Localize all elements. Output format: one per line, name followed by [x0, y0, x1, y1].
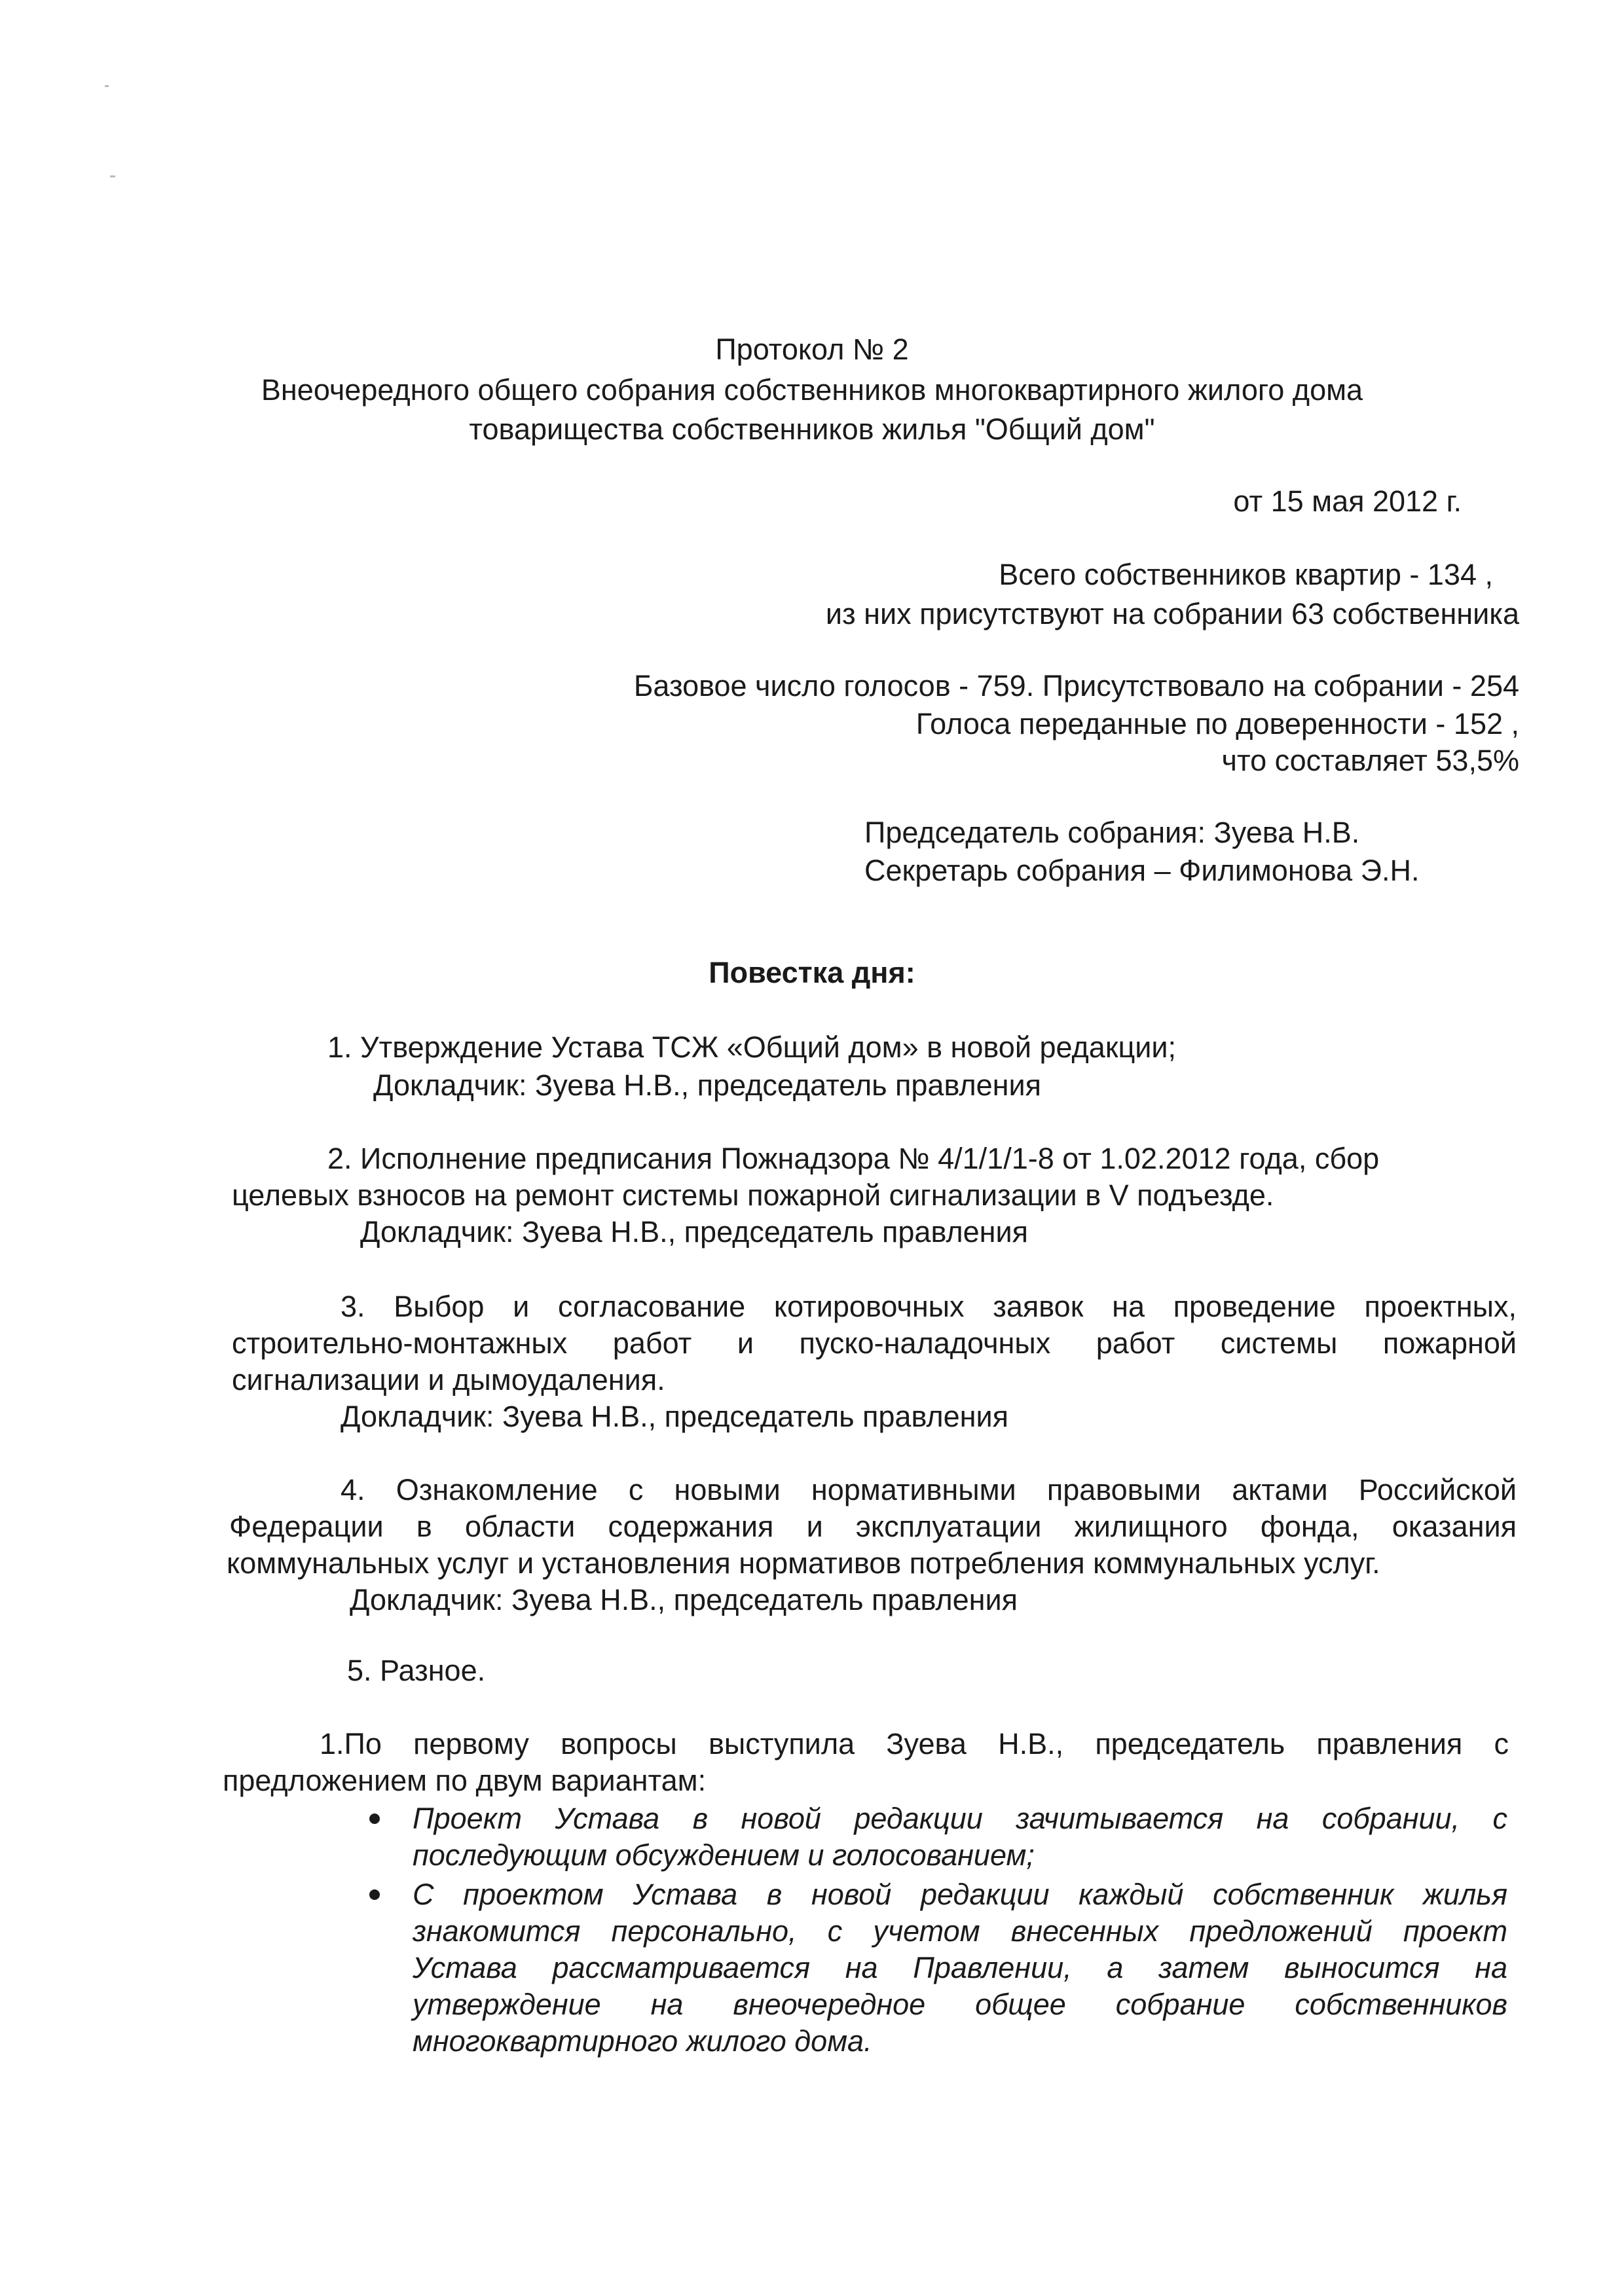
- discussion-para1-line1: 1.По первому вопросы выступила Зуева Н.В., председатель правления с: [320, 1727, 1509, 1760]
- agenda-item-5: 5. Разное.: [347, 1654, 486, 1687]
- meeting-secretary: Секретарь собрания – Филимонова Э.Н.: [864, 854, 1420, 887]
- scan-speck: [110, 175, 115, 177]
- bullet2-line2: знакомится персонально, с учетом внесенных предложений проект: [413, 1914, 1507, 1948]
- protocol-title: Протокол № 2: [715, 333, 909, 366]
- agenda-item-3-reporter: Докладчик: Зуева Н.В., председатель правления: [341, 1400, 1008, 1433]
- agenda-item-2-text: 2. Исполнение предписания Пожнадзора № 4/1/1/1-8 от 1.02.2012 года, сбор: [327, 1142, 1380, 1175]
- owners-total: Всего собственников квартир - 134 ,: [999, 558, 1493, 591]
- bullet2-line5: многоквартирного жилого дома.: [413, 2024, 872, 2058]
- bullet1-line2: последующим обсуждением и голосованием;: [413, 1838, 1035, 1872]
- bullet2-line1: С проектом Устава в новой редакции каждый собственник жилья: [413, 1878, 1507, 1911]
- agenda-item-3-line1: 3. Выбор и согласование котировочных заявок на проведение проектных,: [341, 1290, 1517, 1323]
- agenda-item-1-reporter: Докладчик: Зуева Н.В., председатель правления: [373, 1068, 1041, 1102]
- protocol-subtitle-line2: товарищества собственников жилья "Общий дом": [469, 412, 1155, 446]
- agenda-item-3-line2: строительно-монтажных работ и пуско-наладочных работ системы пожарной: [232, 1326, 1517, 1360]
- owners-present: из них присутствуют на собрании 63 собственника: [825, 597, 1519, 630]
- votes-base: Базовое число голосов - 759. Присутствовало на собрании - 254: [633, 669, 1519, 702]
- agenda-heading: Повестка дня:: [709, 956, 915, 989]
- agenda-item-4-line2: Федерации в области содержания и эксплуатации жилищного фонда, оказания: [229, 1510, 1517, 1543]
- agenda-item-4-line1: 4. Ознакомление с новыми нормативными правовыми актами Российской: [341, 1473, 1517, 1506]
- agenda-item-2-line1: [327, 1140, 1517, 1177]
- scan-speck: [105, 85, 109, 87]
- discussion-para1-line2: предложением по двум вариантам:: [223, 1764, 707, 1797]
- protocol-date: от 15 мая 2012 г.: [1233, 484, 1462, 518]
- agenda-item-2-reporter: Докладчик: Зуева Н.В., председатель правления: [360, 1215, 1028, 1248]
- bullet1-line1: Проект Устава в новой редакции зачитывается на собрании, с: [413, 1802, 1507, 1835]
- meeting-chair: Председатель собрания: Зуева Н.В.: [864, 816, 1360, 849]
- bullet-icon: [369, 1813, 380, 1824]
- protocol-subtitle-line1: Внеочередного общего собрания собственников многоквартирного жилого дома: [261, 373, 1363, 407]
- bullet2-line3: Устава рассматривается на Правлении, а затем выносится на: [413, 1951, 1507, 1984]
- agenda-item-2-line2: целевых взносов на ремонт системы пожарной сигнализации в V подъезде.: [232, 1178, 1274, 1212]
- votes-share: что составляет 53,5%: [1221, 744, 1519, 777]
- votes-proxy: Голоса переданные по доверенности - 152 ,: [915, 707, 1519, 740]
- agenda-item-4-reporter: Докладчик: Зуева Н.В., председатель правления: [350, 1583, 1018, 1616]
- bullet2-line4: утверждение на внеочередное общее собрание собственников: [413, 1988, 1507, 2021]
- agenda-item-4-line3: коммунальных услуг и установления нормативов потребления коммунальных услуг.: [227, 1546, 1380, 1580]
- agenda-item-3-line3: сигнализации и дымоудаления.: [232, 1363, 665, 1396]
- agenda-item-1: 1. Утверждение Устава ТСЖ «Общий дом» в новой редакции;: [327, 1030, 1177, 1064]
- bullet-icon: [369, 1889, 380, 1900]
